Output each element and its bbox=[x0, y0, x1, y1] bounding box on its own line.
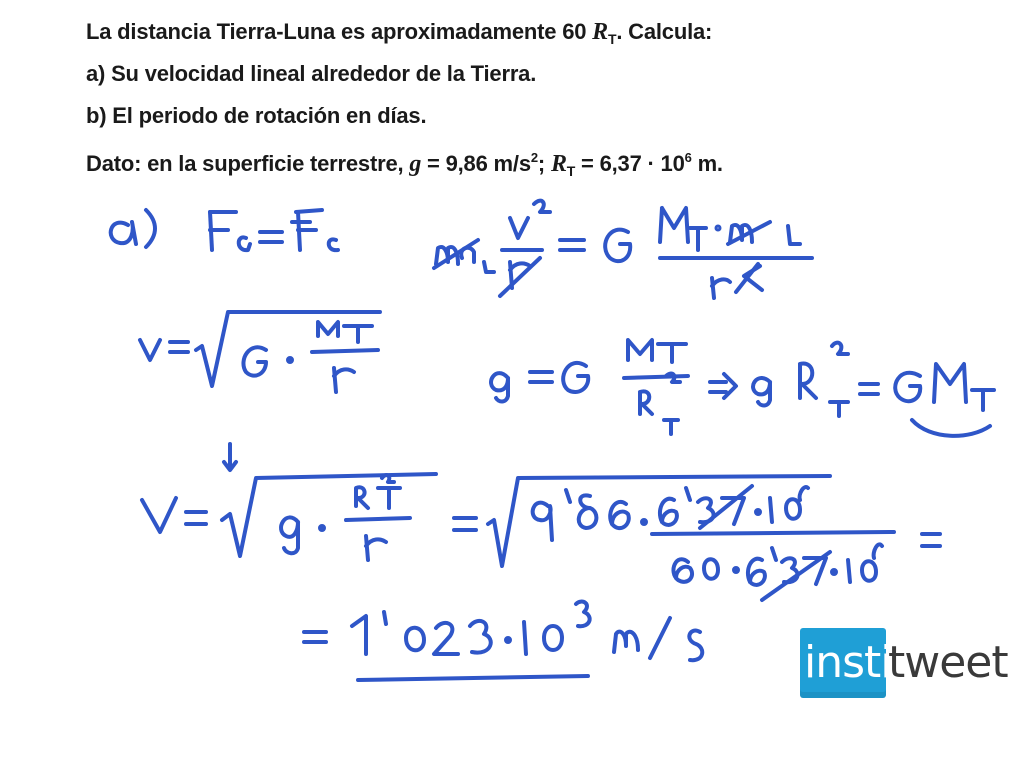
radius-exponent: 6 bbox=[684, 150, 692, 165]
logo-text-tweet: tweet bbox=[888, 637, 1008, 688]
velocity-equation bbox=[140, 312, 380, 392]
logo-text-insti: insti bbox=[804, 637, 892, 688]
gravity-relation bbox=[491, 340, 994, 436]
result-equation bbox=[304, 602, 702, 680]
intro-text: La distancia Tierra-Luna es aproximadamente 60 bbox=[86, 19, 593, 44]
force-balance-equation bbox=[434, 201, 812, 298]
part-a-label bbox=[111, 210, 155, 247]
gravity-unit-exponent: 2 bbox=[530, 150, 538, 165]
forces-equation bbox=[210, 210, 338, 250]
earth-radius-subscript: T bbox=[607, 31, 617, 47]
radius-symbol: R bbox=[550, 151, 567, 177]
institweet-logo bbox=[800, 628, 1014, 702]
data-label: Dato: en la superficie terrestre, bbox=[86, 151, 410, 176]
part-b-question: b) El periodo de rotación en días. bbox=[86, 103, 427, 128]
gravity-value: = 9,86 m/s bbox=[421, 151, 531, 176]
substitution-equation bbox=[142, 474, 940, 600]
radius-subscript: T bbox=[566, 163, 576, 179]
radius-unit: m. bbox=[691, 151, 723, 176]
arrow-down-icon bbox=[224, 444, 236, 470]
part-a-question: a) Su velocidad lineal alrededor de la Tierra. bbox=[86, 61, 537, 86]
data-separator: ; bbox=[537, 151, 551, 176]
earth-radius-symbol: R bbox=[592, 19, 608, 45]
gravity-symbol: g bbox=[409, 151, 422, 177]
intro-end: . Calcula: bbox=[616, 19, 713, 44]
radius-value: = 6,37 · 10 bbox=[575, 151, 685, 176]
